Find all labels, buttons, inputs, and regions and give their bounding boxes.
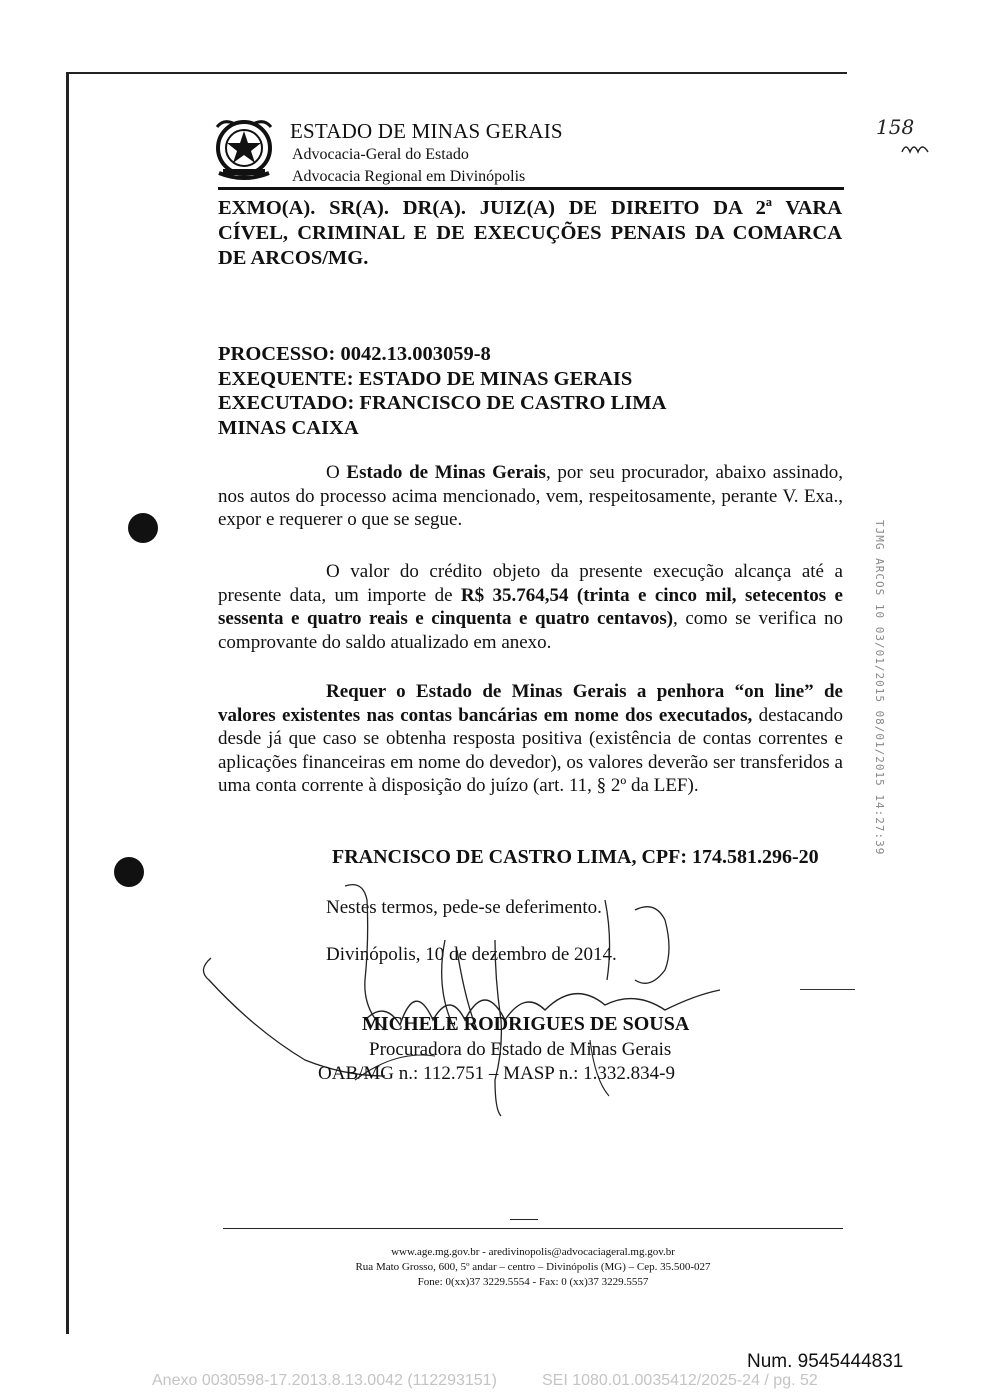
paragraph-intro [218, 461, 843, 532]
cpf-line: FRANCISCO DE CASTRO LIMA, CPF: 174.581.296-20 [332, 846, 819, 868]
punch-hole [128, 513, 158, 543]
signatory-role: Procuradora do Estado de Minas Gerais [369, 1039, 672, 1060]
p3-text-b: destacando desde já que caso se obtenha resposta positiva (existência de contas correntes e aplicações financeiras em nome do devedor), os valores deverão ser transferidos a uma conta corrente à disposição do juízo (art. 11, § 2º da LEF). [218, 704, 844, 796]
watermark-annex: Anexo 0030598-17.2013.8.13.0042 (112293151) [152, 1372, 497, 1389]
signatory-registration: OAB/MG n.: 112.751 – MASP n.: 1.332.834-9 [318, 1063, 675, 1084]
coat-of-arms-icon [213, 117, 275, 183]
side-stamp-text: TJMG ARCOS 10 03/01/2015 08/01/2015 14:27:39 [873, 520, 886, 856]
p2-text-c: , como se verifica no comprovante do saldo atualizado em anexo. [218, 608, 843, 653]
case-defendant: EXECUTADO: FRANCISCO DE CASTRO LIMA [218, 392, 667, 414]
header-subtitle: Advocacia-Geral do Estado [292, 146, 469, 163]
closing-text: Nestes termos, pede-se deferimento. [326, 897, 602, 918]
p1-text-c: , por seu procurador, abaixo assinado, nos autos do processo acima mencionado, vem, respeitosamente, perante V. Exa., expor e requerer o que se segue. [218, 462, 843, 530]
footer-web-email: www.age.mg.gov.br - aredivinopolis@advocaciageral.mg.gov.br [391, 1246, 675, 1258]
date-line: Divinópolis, 10 de dezembro de 2014. [326, 944, 617, 965]
paragraph-credit [218, 560, 843, 654]
case-plaintiff: EXEQUENTE: ESTADO DE MINAS GERAIS [218, 367, 633, 390]
handwritten-page-number [868, 112, 938, 162]
footer-tick [510, 1219, 538, 1220]
watermark-sei: SEI 1080.01.0035412/2025-24 / pg. 52 [542, 1372, 818, 1389]
paragraph-request [218, 680, 843, 798]
header-subtitle-regional: Advocacia Regional em Divinópolis [292, 168, 526, 185]
page-frame-left [66, 72, 69, 1334]
case-defendant-2: MINAS CAIXA [218, 416, 359, 439]
signatory-name: MICHELE RODRIGUES DE SOUSA [362, 1013, 690, 1035]
p1-text-bold: Estado de Minas Gerais [346, 462, 546, 483]
p3-text-bold: Requer o Estado de Minas Gerais a penhora “on line” de valores existentes nas contas bancárias em nome dos executados, [218, 681, 843, 726]
signature-stroke [800, 989, 855, 990]
p2-text-a: O valor do crédito objeto da presente execução alcança até a presente data, um importe de [218, 561, 843, 606]
footer-address: Rua Mato Grosso, 600, 5º andar – centro – Divinópolis (MG) – Cep. 35.500-027 [355, 1261, 711, 1273]
case-number: PROCESSO: 0042.13.003059-8 [218, 343, 491, 365]
page-frame-top [67, 72, 847, 74]
p2-text-bold: R$ 35.764,54 (trinta e cinco mil, setecentos e sessenta e quatro reais e cinquenta e quatro centavos) [218, 584, 843, 629]
addressee: EXMO(A). SR(A). DR(A). JUIZ(A) DE DIREITO DA 2ª VARA CÍVEL, CRIMINAL E DE EXECUÇÕES PENAIS DA COMARCA DE ARCOS/MG. [218, 197, 842, 269]
case-info [218, 342, 666, 440]
footer-divider [223, 1228, 843, 1229]
document-number: Num. 9545444831 [747, 1351, 904, 1372]
protocol-side-stamp [866, 520, 890, 856]
punch-hole [114, 857, 144, 887]
page-number-text: 158 [876, 115, 915, 139]
watermark [152, 1372, 842, 1390]
footer-phone: Fone: 0(xx)37 3229.5554 - Fax: 0 (xx)37 3229.5557 [417, 1276, 649, 1288]
header-divider [218, 187, 844, 190]
header-title: ESTADO DE MINAS GERAIS [290, 119, 563, 143]
p1-text-a: O [326, 462, 347, 483]
